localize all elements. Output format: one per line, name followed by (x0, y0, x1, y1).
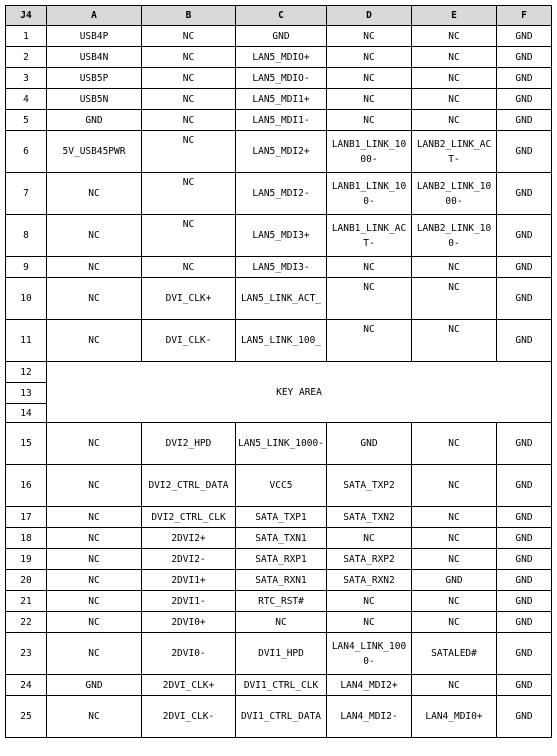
cell-d: NC (327, 320, 412, 362)
cell-c: LAN5_LINK_1000- (236, 423, 327, 465)
cell-e: NC (412, 26, 497, 47)
cell-c: GND (236, 26, 327, 47)
pin-number: 19 (6, 549, 47, 570)
cell-a: NC (47, 465, 142, 507)
pin-number: 20 (6, 570, 47, 591)
table-row (6, 47, 552, 68)
cell-e: NC (412, 257, 497, 278)
cell-b: DVI_CLK+ (142, 278, 236, 320)
cell-b: 2DVI0- (142, 633, 236, 675)
cell-d: SATA_TXP2 (327, 465, 412, 507)
cell-d: LANB1_LINK_ACT- (327, 215, 412, 257)
cell-b: 2DVI0+ (142, 612, 236, 633)
cell-b: NC (142, 257, 236, 278)
cell-a: GND (47, 110, 142, 131)
pin-number: 25 (6, 696, 47, 738)
pin-number: 7 (6, 173, 47, 215)
table-row (6, 68, 552, 89)
cell-a: NC (47, 278, 142, 320)
cell-f: GND (497, 26, 552, 47)
pin-number: 4 (6, 89, 47, 110)
pin-number: 5 (6, 110, 47, 131)
cell-c: LAN5_MDIO- (236, 68, 327, 89)
pin-number: 8 (6, 215, 47, 257)
cell-f: GND (497, 89, 552, 110)
cell-d: LAN4_MDI2+ (327, 675, 412, 696)
cell-f: GND (497, 173, 552, 215)
cell-a: NC (47, 173, 142, 215)
cell-f: GND (497, 465, 552, 507)
table-row (6, 110, 552, 131)
pin-number: 22 (6, 612, 47, 633)
table-row (6, 320, 552, 362)
cell-e: NC (412, 68, 497, 89)
cell-e: NC (412, 591, 497, 612)
table-row (6, 633, 552, 675)
table-row (6, 465, 552, 507)
cell-a: NC (47, 612, 142, 633)
cell-f: GND (497, 215, 552, 257)
cell-e: LANB2_LINK_1000- (412, 173, 497, 215)
cell-a: NC (47, 257, 142, 278)
cell-c: LAN5_MDI1- (236, 110, 327, 131)
cell-d: NC (327, 26, 412, 47)
cell-a: NC (47, 528, 142, 549)
cell-e: NC (412, 89, 497, 110)
cell-a: NC (47, 549, 142, 570)
table-row (6, 257, 552, 278)
cell-e: SATALED# (412, 633, 497, 675)
cell-c: LAN5_LINK_100_ (236, 320, 327, 362)
cell-a: GND (47, 675, 142, 696)
cell-f: GND (497, 570, 552, 591)
cell-a: USB4N (47, 47, 142, 68)
cell-d: NC (327, 68, 412, 89)
cell-d: NC (327, 612, 412, 633)
cell-e: NC (412, 612, 497, 633)
cell-f: GND (497, 423, 552, 465)
cell-f: GND (497, 320, 552, 362)
cell-a: USB5P (47, 68, 142, 89)
pin-number: 13 (6, 383, 47, 404)
cell-b: NC (142, 68, 236, 89)
pin-table (5, 5, 552, 738)
cell-e: NC (412, 278, 497, 320)
pin-number: 10 (6, 278, 47, 320)
cell-d: NC (327, 257, 412, 278)
cell-d: NC (327, 528, 412, 549)
header-e: E (412, 6, 497, 26)
cell-a: NC (47, 320, 142, 362)
cell-c: LAN5_MDI3+ (236, 215, 327, 257)
cell-b: NC (142, 131, 236, 173)
cell-c: DVI1_CTRL_CLK (236, 675, 327, 696)
cell-f: GND (497, 257, 552, 278)
table-row (6, 591, 552, 612)
cell-f: GND (497, 528, 552, 549)
cell-f: GND (497, 110, 552, 131)
header-j4: J4 (6, 6, 47, 26)
cell-f: GND (497, 675, 552, 696)
pin-number: 3 (6, 68, 47, 89)
cell-c: LAN5_MDIO+ (236, 47, 327, 68)
cell-d: GND (327, 423, 412, 465)
cell-d: LAN4_LINK_1000- (327, 633, 412, 675)
cell-e: NC (412, 423, 497, 465)
pin-number: 16 (6, 465, 47, 507)
pin-number: 2 (6, 47, 47, 68)
cell-c: LAN5_MDI2- (236, 173, 327, 215)
cell-a: NC (47, 696, 142, 738)
cell-c: LAN5_LINK_ACT_ (236, 278, 327, 320)
cell-a: NC (47, 633, 142, 675)
cell-a: NC (47, 423, 142, 465)
key-area-row (6, 362, 552, 383)
pin-number: 11 (6, 320, 47, 362)
cell-b: 2DVI2- (142, 549, 236, 570)
pin-number: 12 (6, 362, 47, 383)
pin-number: 6 (6, 131, 47, 173)
table-row (6, 89, 552, 110)
cell-c: SATA_TXP1 (236, 507, 327, 528)
cell-c: SATA_RXP1 (236, 549, 327, 570)
cell-e: NC (412, 675, 497, 696)
cell-f: GND (497, 591, 552, 612)
table-row (6, 423, 552, 465)
cell-b: DVI2_HPD (142, 423, 236, 465)
table-row (6, 215, 552, 257)
header-a: A (47, 6, 142, 26)
table-row (6, 612, 552, 633)
cell-f: GND (497, 131, 552, 173)
cell-f: GND (497, 278, 552, 320)
pin-table-body (6, 26, 552, 738)
cell-f: GND (497, 47, 552, 68)
cell-d: NC (327, 278, 412, 320)
cell-c: SATA_TXN1 (236, 528, 327, 549)
cell-e: GND (412, 570, 497, 591)
table-row (6, 131, 552, 173)
cell-d: NC (327, 89, 412, 110)
cell-e: NC (412, 528, 497, 549)
cell-b: NC (142, 89, 236, 110)
table-row (6, 549, 552, 570)
cell-f: GND (497, 612, 552, 633)
cell-a: NC (47, 591, 142, 612)
header-b: B (142, 6, 236, 26)
cell-b: NC (142, 110, 236, 131)
cell-d: SATA_TXN2 (327, 507, 412, 528)
header-row (6, 6, 552, 26)
pin-number: 9 (6, 257, 47, 278)
cell-c: VCC5 (236, 465, 327, 507)
cell-e: NC (412, 465, 497, 507)
cell-f: GND (497, 68, 552, 89)
cell-c: LAN5_MDI1+ (236, 89, 327, 110)
key-area-label: KEY AREA (47, 362, 552, 423)
pin-number: 17 (6, 507, 47, 528)
cell-f: GND (497, 549, 552, 570)
cell-c: DVI1_CTRL_DATA (236, 696, 327, 738)
cell-c: LAN5_MDI3- (236, 257, 327, 278)
cell-d: NC (327, 591, 412, 612)
cell-d: LANB1_LINK_100- (327, 173, 412, 215)
cell-c: LAN5_MDI2+ (236, 131, 327, 173)
cell-a: NC (47, 507, 142, 528)
table-row (6, 507, 552, 528)
cell-b: 2DVI1- (142, 591, 236, 612)
cell-b: NC (142, 173, 236, 215)
pin-number: 18 (6, 528, 47, 549)
cell-a: USB5N (47, 89, 142, 110)
cell-c: RTC_RST# (236, 591, 327, 612)
cell-b: NC (142, 26, 236, 47)
pin-number: 15 (6, 423, 47, 465)
table-row (6, 173, 552, 215)
pin-number: 21 (6, 591, 47, 612)
cell-b: DVI2_CTRL_DATA (142, 465, 236, 507)
table-row (6, 675, 552, 696)
cell-a: USB4P (47, 26, 142, 47)
cell-e: LAN4_MDI0+ (412, 696, 497, 738)
cell-f: GND (497, 507, 552, 528)
cell-d: SATA_RXN2 (327, 570, 412, 591)
table-row (6, 570, 552, 591)
table-row (6, 528, 552, 549)
cell-d: NC (327, 110, 412, 131)
pin-number: 1 (6, 26, 47, 47)
cell-a: NC (47, 215, 142, 257)
pin-number: 24 (6, 675, 47, 696)
header-c: C (236, 6, 327, 26)
cell-b: 2DVI_CLK- (142, 696, 236, 738)
cell-d: LANB1_LINK_1000- (327, 131, 412, 173)
pin-number: 23 (6, 633, 47, 675)
cell-d: SATA_RXP2 (327, 549, 412, 570)
table-row (6, 26, 552, 47)
cell-b: DVI2_CTRL_CLK (142, 507, 236, 528)
pin-number: 14 (6, 404, 47, 423)
table-row (6, 696, 552, 738)
cell-c: SATA_RXN1 (236, 570, 327, 591)
cell-d: NC (327, 47, 412, 68)
cell-c: NC (236, 612, 327, 633)
cell-c: DVI1_HPD (236, 633, 327, 675)
cell-e: NC (412, 47, 497, 68)
cell-f: GND (497, 696, 552, 738)
cell-b: 2DVI1+ (142, 570, 236, 591)
cell-e: NC (412, 507, 497, 528)
header-f: F (497, 6, 552, 26)
cell-e: NC (412, 320, 497, 362)
cell-b: NC (142, 47, 236, 68)
cell-e: NC (412, 549, 497, 570)
header-d: D (327, 6, 412, 26)
cell-e: NC (412, 110, 497, 131)
cell-a: 5V_USB45PWR (47, 131, 142, 173)
cell-b: NC (142, 215, 236, 257)
cell-e: LANB2_LINK_ACT- (412, 131, 497, 173)
cell-f: GND (497, 633, 552, 675)
cell-e: LANB2_LINK_100- (412, 215, 497, 257)
cell-b: DVI_CLK- (142, 320, 236, 362)
cell-b: 2DVI_CLK+ (142, 675, 236, 696)
cell-b: 2DVI2+ (142, 528, 236, 549)
cell-d: LAN4_MDI2- (327, 696, 412, 738)
table-row (6, 278, 552, 320)
cell-a: NC (47, 570, 142, 591)
